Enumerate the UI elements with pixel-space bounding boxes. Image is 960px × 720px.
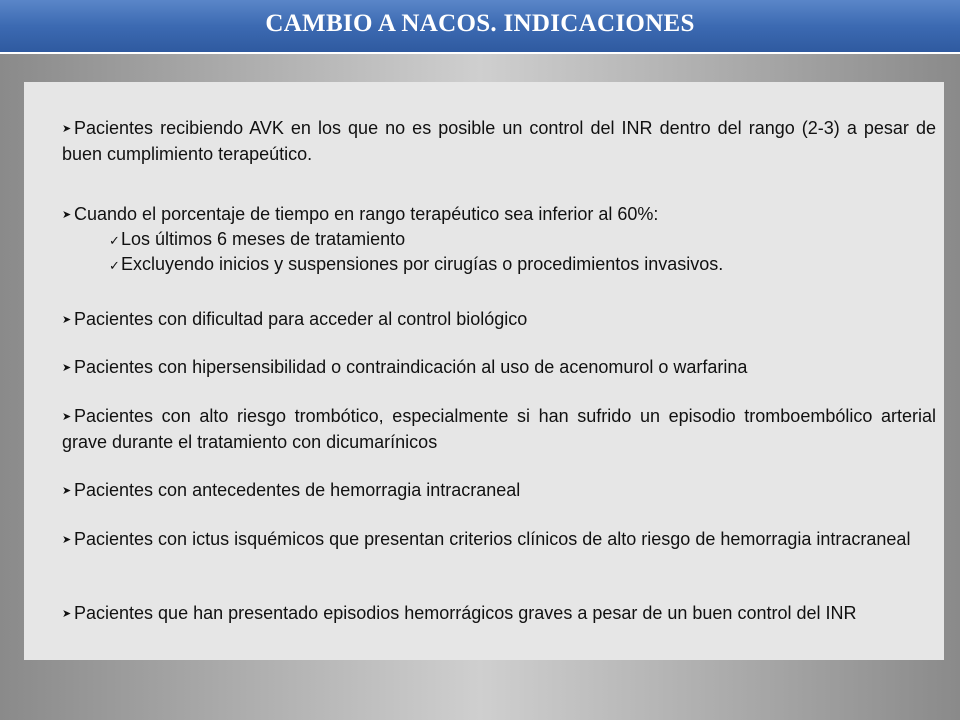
content-box: [24, 82, 944, 660]
bullet-text: Pacientes con hipersensibilidad o contraindicación al uso de acenomurol o warfarina: [74, 357, 748, 377]
bullet-item: [62, 116, 936, 167]
arrow-right-icon: ➤: [62, 209, 72, 221]
bullet-text: Pacientes con alto riesgo trombótico, especialmente si han sufrido un episodio tromboembólico arterial grave durante el tratamiento con dicumarínicos: [62, 406, 936, 452]
slide-title: CAMBIO A NACOS. INDICACIONES: [265, 10, 695, 37]
bullet-text: Pacientes con ictus isquémicos que presentan criterios clínicos de alto riesgo de hemorragia intracraneal: [74, 529, 911, 549]
bullet-text: Pacientes con dificultad para acceder al control biológico: [74, 309, 528, 329]
arrow-right-icon: ➤: [62, 362, 72, 374]
bullet-text: Pacientes que han presentado episodios hemorrágicos graves a pesar de un buen control del INR: [74, 603, 857, 623]
bullet-item: [62, 355, 936, 381]
bullet-item: [62, 307, 936, 333]
bullet-text: Pacientes recibiendo AVK en los que no es posible un control del INR dentro del rango (2-3) a pesar de buen cumplimiento terapeútico.: [62, 118, 936, 164]
bullet-item: [62, 404, 936, 455]
arrow-right-icon: ➤: [62, 534, 72, 546]
bullet-item: [62, 202, 936, 228]
sub-bullet-item: [109, 227, 929, 253]
arrow-right-icon: ➤: [62, 608, 72, 620]
bullet-text: Cuando el porcentaje de tiempo en rango terapéutico sea inferior al 60%:: [74, 204, 659, 224]
bullet-item: [62, 601, 936, 627]
arrow-right-icon: ➤: [62, 485, 72, 497]
arrow-right-icon: ➤: [62, 411, 72, 423]
sub-bullet-item: [109, 252, 929, 278]
checkmark-icon: ✓: [109, 258, 120, 273]
sub-bullet-text: Los últimos 6 meses de tratamiento: [121, 229, 406, 249]
bullet-text: Pacientes con antecedentes de hemorragia intracraneal: [74, 480, 521, 500]
bullet-item: [62, 527, 936, 553]
arrow-right-icon: ➤: [62, 314, 72, 326]
sub-bullet-text: Excluyendo inicios y suspensiones por cirugías o procedimientos invasivos.: [121, 254, 724, 274]
bullet-item: [62, 478, 936, 504]
title-bar: [0, 0, 960, 54]
arrow-right-icon: ➤: [62, 123, 72, 135]
checkmark-icon: ✓: [109, 233, 120, 248]
